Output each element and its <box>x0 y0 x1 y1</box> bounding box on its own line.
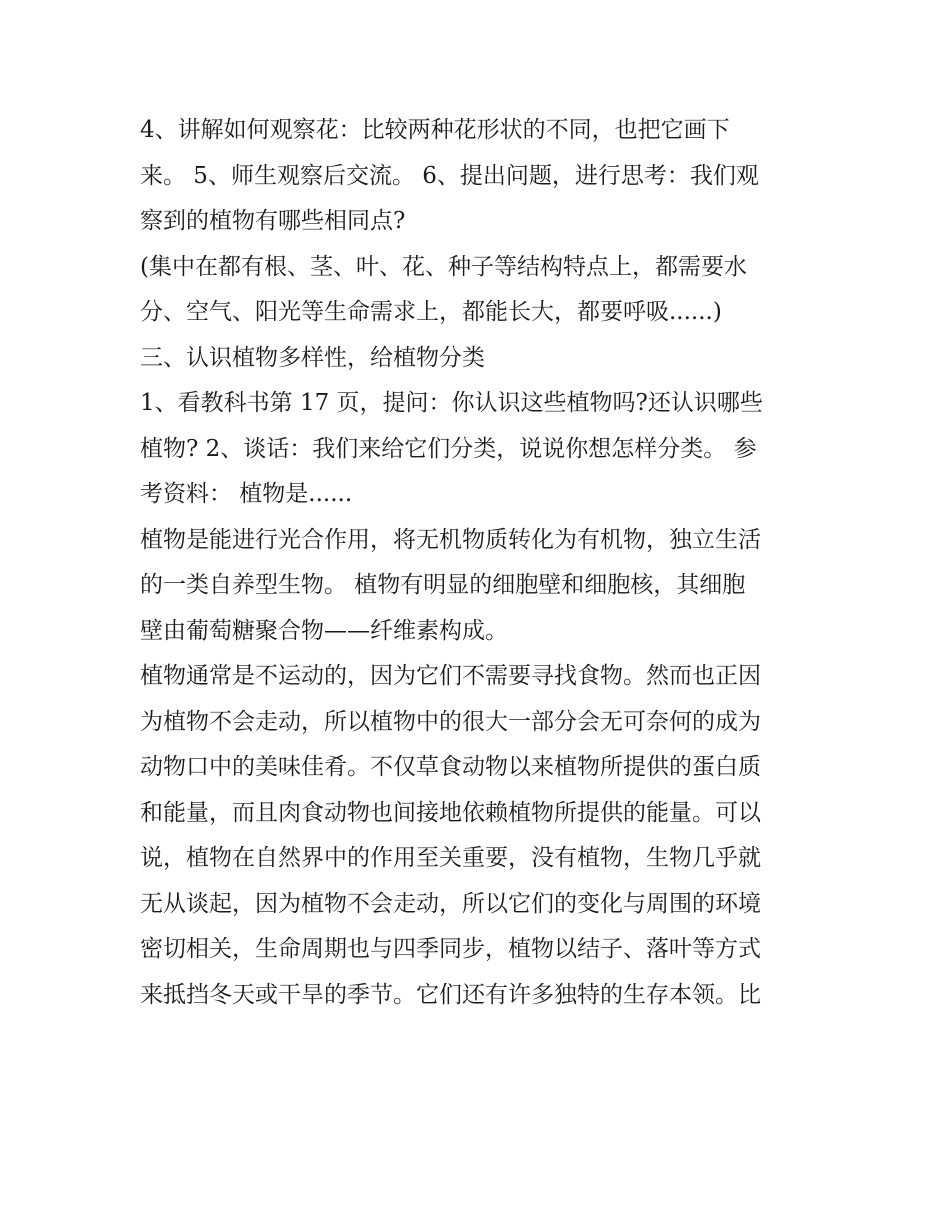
text-line: (集中在都有根、茎、叶、花、种子等结构特点上，都需要水 <box>140 253 747 280</box>
body-text <box>140 108 830 1018</box>
text-line: 察到的植物有哪些相同点? <box>140 208 406 234</box>
text-line: 的一类自养型生物。 植物有明显的细胞壁和细胞核，其细胞 <box>140 572 746 598</box>
text-line: 说，植物在自然界中的作用至关重要，没有植物，生物几乎就 <box>140 845 761 871</box>
text-line: 4、讲解如何观察花：比较两种花形状的不同，也把它画下 <box>140 117 730 143</box>
text-line: 和能量，而且肉食动物也间接地依赖植物所提供的能量。可以 <box>140 799 761 826</box>
text-line: 植物通常是不运动的，因为它们不需要寻找食物。然而也正因 <box>140 663 761 689</box>
section-heading: 三、认识植物多样性，给植物分类 <box>140 344 485 371</box>
text-line: 来。 5、师生观察后交流。 6、提出问题，进行思考：我们观 <box>140 162 759 189</box>
text-line: 植物? 2、谈话：我们来给它们分类，说说你想怎样分类。 参 <box>140 435 757 462</box>
text-line: 动物口中的美味佳肴。不仅草食动物以来植物所提供的蛋白质 <box>140 754 761 780</box>
text-line: 考资料： 植物是...... <box>140 481 353 507</box>
text-line: 植物是能进行光合作用，将无机物质转化为有机物，独立生活 <box>140 526 761 553</box>
text-line: 来抵挡冬天或干旱的季节。它们还有许多独特的生存本领。比 <box>140 981 761 1008</box>
text-line: 密切相关，生命周期也与四季同步，植物以结子、落叶等方式 <box>140 936 761 962</box>
text-line: 为植物不会走动，所以植物中的很大一部分会无可奈何的成为 <box>140 708 761 735</box>
text-line: 壁由葡萄糖聚合物——纤维素构成。 <box>140 617 508 644</box>
text-line: 无从谈起，因为植物不会走动，所以它们的变化与周围的环境 <box>140 890 761 917</box>
text-line: 分、空气、阳光等生命需求上，都能长大，都要呼吸......) <box>140 299 722 325</box>
text-line: 1、看教科书第 17 页，提问：你认识这些植物吗?还认识哪些 <box>140 390 763 416</box>
